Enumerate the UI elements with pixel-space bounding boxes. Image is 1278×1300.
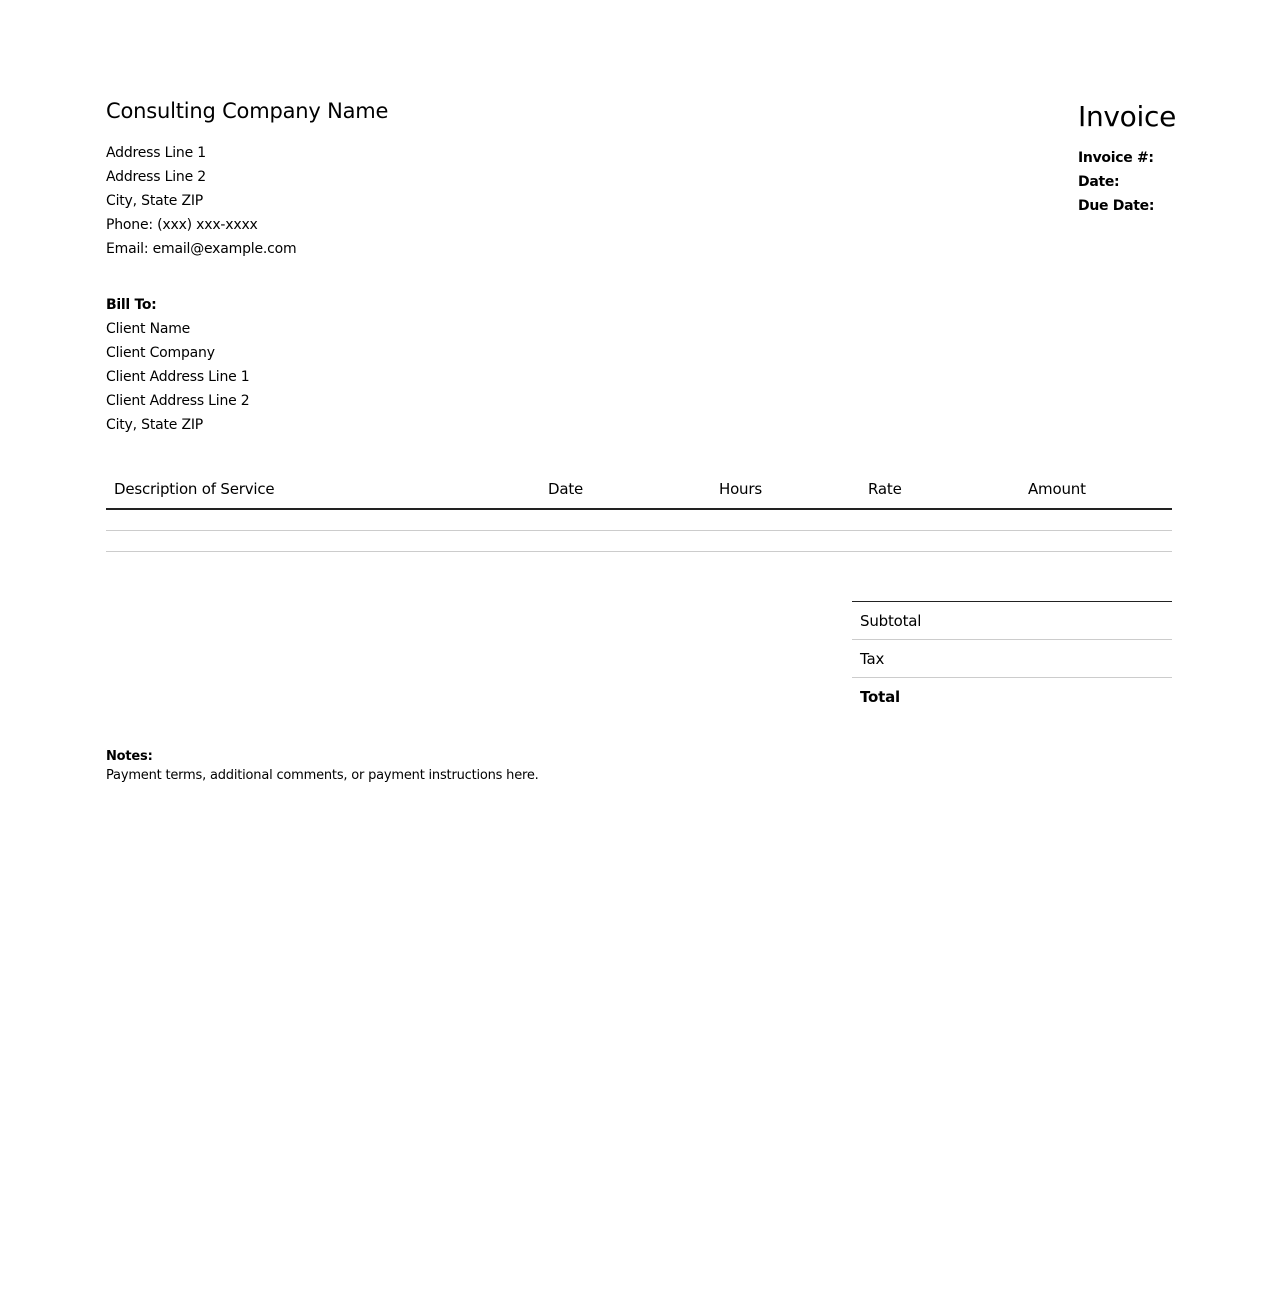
- table-row: [106, 509, 1172, 531]
- totals-block: [852, 601, 1172, 715]
- client-address-line-1: Client Address Line 1: [106, 369, 250, 385]
- client-city-state-zip: City, State ZIP: [106, 417, 204, 433]
- client-address-line-2: Client Address Line 2: [106, 393, 250, 409]
- notes-block: [106, 748, 539, 786]
- invoice-meta: [1078, 146, 1172, 218]
- client-company: Client Company: [106, 345, 215, 361]
- column-header-amount: Amount: [1020, 472, 1172, 509]
- cell-hours: [711, 531, 860, 552]
- company-address-block: [106, 141, 296, 261]
- company-address-line-2: Address Line 2: [106, 169, 206, 185]
- cell-amount: [1020, 509, 1172, 531]
- column-header-description: Description of Service: [106, 472, 540, 509]
- subtotal-row: Subtotal: [852, 602, 1172, 640]
- cell-hours: [711, 509, 860, 531]
- client-name: Client Name: [106, 321, 191, 337]
- cell-description: [106, 531, 540, 552]
- cell-description: [106, 509, 540, 531]
- invoice-header-block: [1078, 98, 1177, 218]
- notes-text: Payment terms, additional comments, or payment instructions here.: [106, 768, 539, 783]
- company-phone: Phone: (xxx) xxx-xxxx: [106, 217, 258, 233]
- tax-row: Tax: [852, 640, 1172, 678]
- cell-amount: [1020, 531, 1172, 552]
- company-city-state-zip: City, State ZIP: [106, 193, 204, 209]
- notes-label: Notes:: [106, 749, 153, 764]
- table-row: [106, 531, 1172, 552]
- cell-rate: [860, 531, 1020, 552]
- invoice-number-label: Invoice #:: [1078, 150, 1154, 166]
- total-row: Total: [860, 688, 900, 706]
- services-table: [106, 472, 1172, 552]
- cell-date: [540, 509, 711, 531]
- column-header-hours: Hours: [711, 472, 860, 509]
- company-email: Email: email@example.com: [106, 241, 297, 257]
- company-address-line-1: Address Line 1: [106, 145, 206, 161]
- column-header-rate: Rate: [860, 472, 1020, 509]
- company-name: Consulting Company Name: [106, 99, 389, 123]
- bill-to-label: Bill To:: [106, 297, 157, 313]
- bill-to-block: [106, 293, 250, 437]
- services-table-header-row: [106, 472, 1172, 509]
- cell-date: [540, 531, 711, 552]
- invoice-date-label: Date:: [1078, 174, 1120, 190]
- column-header-date: Date: [540, 472, 711, 509]
- invoice-title: Invoice: [1078, 100, 1177, 133]
- invoice-due-date-label: Due Date:: [1078, 198, 1155, 214]
- cell-rate: [860, 509, 1020, 531]
